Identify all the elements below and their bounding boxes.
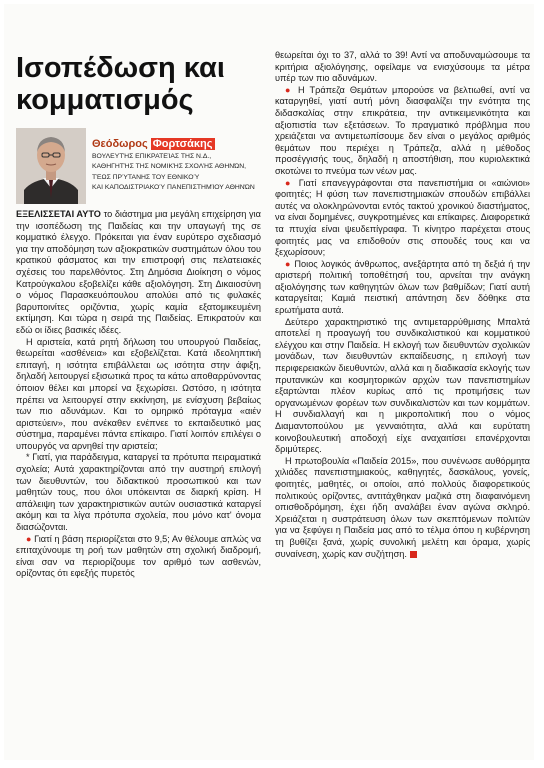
lead-words: ΕΞΕΛΙΣΣΕΤΑΙ ΑΥΤΟ bbox=[16, 209, 101, 219]
paragraph: Η αριστεία, κατά ρητή δήλωση του υπουργού Παιδείας, θεωρείται «ασθένεια» και εξοβελίζεται. Κατά ιδεοληπτική επιταγή, η ισότητα επιβάλλεται ως ισότητα στην άφιξη, δηλαδή λειτουργεί εξισωτικά προς τα κάτω αποθαρρύνοντας όποιον θέλει και μπορεί να ξεχωρίσει. Ωστόσο, η ισότητα πρέπει να λειτουργεί στην εκκίνηση, με ενίσχυση βεβαίως των πιο αδυνάμων. Και το ομηρικό πρόταγμα «αιέν αριστεύειν», που ανέκαθεν ενέπνεε το εκπαιδευτικό μας σύστημα, παραμένει πάντα επίκαιρο. Γιατί λοιπόν επιλέγει ο υπουργός να αρνηθεί την αριστεία; bbox=[16, 336, 261, 451]
bullet-icon: ● bbox=[285, 177, 294, 188]
bullet-icon: ● bbox=[285, 84, 293, 95]
paragraph-text: Γιατί η βάση περιορίζεται στο 9,5; Αν θέλουμε απλώς να επιταχύνουμε τη ροή των μαθητών στη σχολική διαδρομή, είναι σαν να περιορίζουμε τον αριθμό των ασθενών, ορίζοντας ότι εφεξής πυρετός bbox=[16, 533, 262, 579]
paragraph: θεωρείται όχι το 37, αλλά το 39! Αντί να αποδυναμώσουμε τα κριτήρια αξιολόγησης, οφείλαμε να ενισχύσουμε τα μέτρα υπέρ των πιο αδυνάμων. bbox=[275, 50, 530, 84]
author-photo bbox=[16, 128, 86, 204]
left-column bbox=[16, 209, 261, 580]
author-surname: Φορτσάκης bbox=[152, 138, 213, 150]
paragraph-bulleted bbox=[275, 85, 530, 178]
paragraph-intro bbox=[16, 209, 261, 337]
article-headline: Ισοπέδωση και κομματισμός bbox=[16, 52, 225, 116]
paragraph-bulleted bbox=[275, 178, 530, 259]
author-role-line: ΒΟΥΛΕΥΤΉΣ ΕΠΙΚΡΑΤΕΊΑΣ ΤΗΣ Ν.Δ., bbox=[92, 153, 212, 160]
author-role-line: ΤΈΩΣ ΠΡΎΤΑΝΗΣ ΤΟΥ ΕΘΝΙΚΟΎ bbox=[92, 173, 200, 181]
paragraph: Δεύτερο χαρακτηριστικό της αντιμεταρρύθμισης Μπαλτά αποτελεί η προαγωγή του συνδικαλιστικού και κομματικού ελέγχου και στην Παιδεία. Η εκλογή των διευθυντών σχολικών μονάδων, των διευθυντών εκπαίδευσης, η επιλογή των περιφερειακών διευθυντών, αλλά και η διαδικασία εκλογής των πρυτανικών και κοσμητορικών αρχών των πανεπιστημίων εξαρτώνται πλέον κυρίως από τις προτιμήσεις των οργανωμένων φορέων των συνδικαλιστών και των κομμάτων. Η συνδιαλλαγή και η μικροπολιτική που ο νόμος Διαμαντοπούλου με γενναιότητα, αλλά και ευρύτατη κοινοβουλευτική αποδοχή είχε αναχαιτίσει επανέρχονται δριμύτερες. bbox=[275, 316, 530, 455]
paragraph-bulleted bbox=[16, 534, 261, 580]
paragraph-text: Η Τράπεζα Θεμάτων μπορούσε να βελτιωθεί, αντί να καταργηθεί, γιατί αυτή μόνη διασφαλίζει την ενότητα της διδασκαλίας στην επικράτεια, την αντικειμενικότητα και αξιοπιστία των εξετάσεων. Το πραγματικό πρόβλημα που χρειάζεται να αντιμετωπίσουμε δεν είναι ο μεγάλος αριθμός θεμάτων που περιέχει η Τράπεζα, αλλά η μέθοδος προσέγγισής τους, δηλαδή η αποστήθιση, που κυριολεκτικά σκοτώνει το πνεύμα των νέων μας. bbox=[275, 84, 530, 176]
paragraph-closing bbox=[275, 456, 530, 560]
paragraph-bulleted bbox=[275, 259, 530, 317]
author-role-line: ΚΑΘΗΓΗΤΉΣ ΤΗΣ ΝΟΜΙΚΉΣ ΣΧΟΛΉΣ ΑΘΗΝΏΝ, bbox=[92, 163, 247, 171]
bullet-icon: ● bbox=[26, 533, 32, 544]
paragraph-text: Γιατί επανεγγράφονται στα πανεπιστήμια οι «αιώνιοι» φοιτητές; Η φύση των πανεπιστημιακών σπουδών επιβάλλει αυτές να ολοκληρώνονται εντός τακτού χρονικού διαστήματος, να είναι δομημένες, συγκροτημένες και επίκαιρες. Διαφορετικά τα πτυχία είναι ψευδεπίγραφα. Τι κίνητρο παρέχεται στους φοιτητές μας να επιδοθούν στις σπουδές τους και να ξεχωρίσουν; bbox=[275, 177, 530, 258]
paragraph-text: το διάστημα μια μεγάλη επιχείρηση για την ισοπέδωση της Παιδείας και την υπαγωγή της σε κομματικό έλεγχο. Πρόκειται για έναν ευρύτερο σχεδιασμό για την αποδόμηση των αξιοκρατικών συστημάτων όλου του κρατικού φάσματος και την επιστροφή στις πελατειακές σχέσεις του παρελθόντος. Στη Δημόσια Διοίκηση ο νόμος Κατρούγκαλου εξοβελίζει κάθε αξιολόγηση. Στη Δικαιοσύνη ο νόμος Παρασκευόπουλου απολύει από τις φυλακές βαρυποινίτες οριζόντια, χωρίς καμία εξατομικευμένη εκτίμηση. Και τώρα η σειρά της Παιδείας. Επικρατούν και εδώ οι ίδιες βασικές ιδέες. bbox=[16, 209, 261, 335]
author-name bbox=[92, 138, 215, 150]
right-column bbox=[275, 50, 530, 560]
author-box bbox=[16, 128, 261, 204]
paragraph: * Γιατί, για παράδειγμα, καταργεί τα πρότυπα πειραματικά σχολεία; Αυτά χαρακτηρίζονται από την αυστηρή επιλογή των διευθυντών, του διδακτικού προσωπικού και των μαθητών τους, που όλοι υπόκεινται σε διαρκή κρίση. Η απάλειψη των χαρακτηριστικών αυτών ουσιαστικά καταργεί ακόμη και τα λίγα πρότυπα σχολεία, που μόνο κατ' όνομα διασώζονται. bbox=[16, 452, 261, 533]
paragraph-text: Η πρωτοβουλία «Παιδεία 2015», που συνένωσε αυθόρμητα χιλιάδες πανεπιστημιακούς, καθηγητές, δασκάλους, γονείς, φοιτητές, μαθητές, οι οποίοι, από πολλούς διαφορετικούς πολιτικούς ορίζοντες, αντιτάχθηκαν μαζικά στη διαφαινόμενη οπισθοδρόμηση, έχει ήδη αναλάβει έναν αγώνα σκληρό. Χρειάζεται η συστράτευση όλων των σκεπτόμενων πολιτών για να ξεφύγει η Παιδεία μας από το τέλμα όπου η κυβέρνηση τη βυθίζει ξανά, χωρίς συνολική μελέτη και όραμα, χωρίς συναίνεση, χωρίς καν συζήτηση. bbox=[275, 455, 530, 559]
bullet-icon: ● bbox=[285, 258, 292, 269]
author-role-line: ΚΑΙ ΚΑΠΟΔΙΣΤΡΙΑΚΟΎ ΠΑΝΕΠΙΣΤΗΜΊΟΥ ΑΘΗΝΏΝ bbox=[92, 183, 255, 191]
author-roles bbox=[92, 152, 264, 193]
paragraph-text: Ποιος λογικός άνθρωπος, ανεξάρτητα από τη δεξιά ή την αριστερή πολιτική τοποθέτησή του, αρνείται την ανάγκη αξιολόγησης των καθηγητών όλων των βαθμίδων; Γιατί αυτή καταργείται; Καμιά πειστική απάντηση δεν δόθηκε στα ερωτήματα αυτά. bbox=[275, 258, 530, 316]
author-portrait-icon bbox=[16, 128, 86, 204]
end-of-article-icon bbox=[410, 551, 417, 558]
author-first-name: Θεόδωρος bbox=[92, 138, 148, 150]
